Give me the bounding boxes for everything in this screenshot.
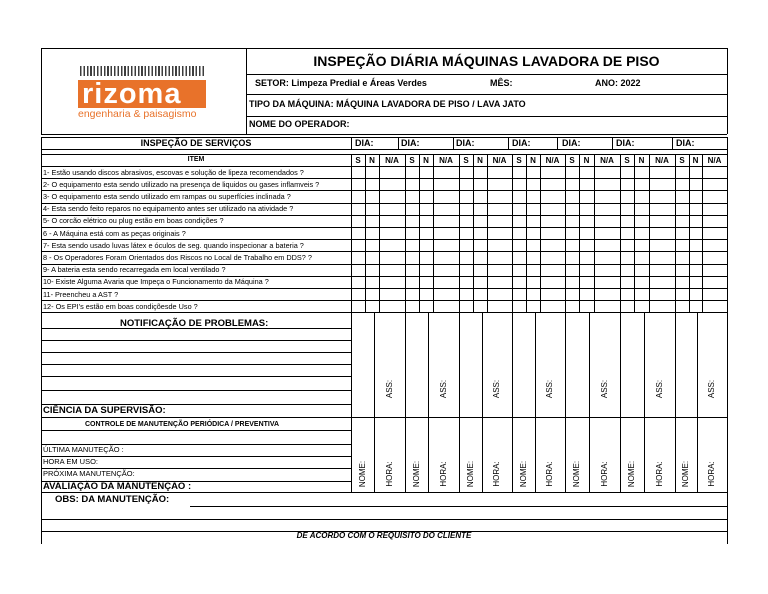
signature-divider xyxy=(351,417,405,418)
inspection-item-3: 3- O equipamento esta sendo utilizado em rampas ou superfícies inclinada ? xyxy=(43,191,291,201)
inspection-item-2: 2- O equipamento esta sendo utilizado na presença de liquidos ou gases inflamveis ? xyxy=(43,179,320,189)
item-column-header: ITEM xyxy=(187,156,205,163)
grid-line xyxy=(405,312,406,492)
answer-na-header-day-1: N/A xyxy=(385,156,399,165)
services-title: INSPEÇÃO DE SERVIÇOS xyxy=(140,138,252,148)
signature-ass-day-3[interactable]: ASS: xyxy=(492,379,501,399)
signature-ass-day-2[interactable]: ASS: xyxy=(438,379,448,399)
signature-divider xyxy=(675,417,727,418)
items-header-top-line xyxy=(41,154,727,155)
signature-nome-day-2[interactable]: NOME: xyxy=(411,460,421,488)
inspection-item-5: 5- O corcão elétrico ou plug estão em boas condições ? xyxy=(43,216,224,226)
grid-line xyxy=(351,137,352,149)
answer-s-header-day-2: S xyxy=(409,156,415,165)
grid-line xyxy=(589,312,590,492)
inspection-item-8: 8 - Os Operadores Foram Orientados dos Riscos no Local de Trabalho em DDS? ? xyxy=(43,252,312,262)
notes-line xyxy=(41,376,351,377)
answer-n-header-day-1: N xyxy=(369,156,375,165)
signature-hora-day-1[interactable]: HORA: xyxy=(384,461,394,487)
notes-line xyxy=(41,340,351,341)
day-4-field[interactable]: DIA: xyxy=(512,138,531,148)
services-bottom-line xyxy=(41,149,727,150)
grid-line xyxy=(557,137,558,149)
grid-line xyxy=(398,137,399,149)
form-right-border xyxy=(727,137,728,544)
supervision-acknowledgement-label: CIÊNCIA DA SUPERVISÃO: xyxy=(43,405,166,416)
notes-underline xyxy=(190,506,727,507)
signature-hora-day-6[interactable]: HORA: xyxy=(654,461,664,487)
grid-line xyxy=(620,312,621,492)
signature-hora-day-3[interactable]: HORA: xyxy=(492,461,501,487)
signature-nome-day-4[interactable]: NOME: xyxy=(518,460,528,488)
sector-label: SETOR: Limpeza Predial e Áreas Verdes xyxy=(255,78,427,88)
inspection-item-7: 7- Esta sendo usado luvas látex e óculos de seg. quando inspecionar a bateria ? xyxy=(43,240,304,250)
grid-line xyxy=(508,137,509,149)
inspection-item-9: 9- A bateria esta sendo recarregada em local ventilado ? xyxy=(43,265,226,275)
inspection-item-12: 12- Os EPI's estão em boas condiçõesde Uso ? xyxy=(43,301,198,311)
answer-n-header-day-5: N xyxy=(583,156,590,165)
notes-row-line xyxy=(41,519,727,520)
last-maintenance-field[interactable]: ÚLTIMA MANUTEÇÃO : xyxy=(43,445,124,454)
notes-line xyxy=(41,417,351,418)
month-label: MÊS: xyxy=(490,78,513,88)
form-title: INSPEÇÃO DIÁRIA MÁQUINAS LAVADORA DE PISO xyxy=(313,53,660,69)
grid-line xyxy=(675,312,676,492)
signature-hora-day-7[interactable]: HORA: xyxy=(707,461,716,487)
signature-divider xyxy=(459,417,512,418)
signature-divider xyxy=(620,417,675,418)
inspection-item-11: 11- Preencheu a AST ? xyxy=(43,289,119,299)
footer-requirement: DE ACORDO COM O REQUISITO DO CLIENTE xyxy=(296,531,472,540)
signature-nome-day-6[interactable]: NOME: xyxy=(627,460,636,488)
evaluation-line xyxy=(41,492,727,493)
grid-line xyxy=(428,312,429,492)
grid-line xyxy=(512,312,513,492)
day-5-field[interactable]: DIA: xyxy=(562,138,581,148)
grid-line xyxy=(374,312,375,492)
maintenance-evaluation-label: AVALIAÇÃO DA MANUTENÇAO : xyxy=(43,481,192,492)
signature-hora-day-2[interactable]: HORA: xyxy=(438,461,448,487)
year-label: ANO: 2022 xyxy=(595,78,641,88)
logo-tagline: engenharia & paisagismo xyxy=(78,108,197,120)
item-row-line xyxy=(41,288,727,289)
answer-n-header-day-4: N xyxy=(530,156,536,165)
signature-nome-day-1[interactable]: NOME: xyxy=(357,460,367,488)
grid-line xyxy=(612,137,613,149)
maintenance-control-title: CONTROLE DE MANUTENÇÃO PERIÓDICA / PREVENTIVA xyxy=(85,421,280,428)
signature-hora-day-5[interactable]: HORA: xyxy=(599,461,609,487)
signature-nome-day-7[interactable]: NOME: xyxy=(681,460,690,488)
signature-divider xyxy=(512,417,565,418)
inspection-item-4: 4- Esta sendo feito reparos no equipamento antes ser utilizado na atividade ? xyxy=(43,204,294,214)
signature-ass-day-1[interactable]: ASS: xyxy=(384,379,394,399)
signature-nome-day-5[interactable]: NOME: xyxy=(572,460,581,488)
item-row-line xyxy=(41,312,727,313)
signature-hora-day-4[interactable]: HORA: xyxy=(545,461,554,487)
day-6-field[interactable]: DIA: xyxy=(616,138,635,148)
signature-nome-day-3[interactable]: NOME: xyxy=(465,460,475,488)
item-row-line xyxy=(41,227,727,228)
answer-n-header-day-2: N xyxy=(423,156,429,165)
day-1-field[interactable]: DIA: xyxy=(355,138,374,148)
notes-right-border xyxy=(351,312,352,492)
problems-notification-title: NOTIFICAÇÃO DE PROBLEMAS: xyxy=(120,318,269,329)
signature-ass-day-7[interactable]: ASS: xyxy=(707,379,716,399)
grid-line xyxy=(459,312,460,492)
grid-line xyxy=(453,137,454,149)
notes-line xyxy=(41,364,351,365)
answer-n-header-day-3: N xyxy=(477,156,483,165)
answer-na-header-day-7: N/A xyxy=(707,156,722,165)
answer-s-header-day-5: S xyxy=(569,156,575,165)
signature-ass-day-6[interactable]: ASS: xyxy=(654,379,664,399)
answer-s-header-day-6: S xyxy=(624,156,630,165)
day-2-field[interactable]: DIA: xyxy=(401,138,420,148)
grid-line xyxy=(697,312,698,492)
signature-ass-day-5[interactable]: ASS: xyxy=(599,379,609,399)
answer-na-header-day-2: N/A xyxy=(439,156,453,165)
grid-line xyxy=(535,312,536,492)
notes-line xyxy=(41,390,351,391)
grid-line xyxy=(482,312,483,492)
notes-line xyxy=(41,352,351,353)
answer-n-header-day-7: N xyxy=(692,156,699,165)
next-maintenance-field[interactable]: PRÓXIMA MANUTENÇÃO: xyxy=(43,469,135,478)
notes-line xyxy=(41,430,351,431)
signature-ass-day-4[interactable]: ASS: xyxy=(545,379,554,399)
operator-name-field[interactable]: NOME DO OPERADOR: xyxy=(249,119,350,129)
day-7-field[interactable]: DIA: xyxy=(676,138,695,148)
day-3-field[interactable]: DIA: xyxy=(456,138,475,148)
inspection-item-10: 10- Existe Alguma Avaria que Impeça o Funcionamento da Máquina ? xyxy=(43,277,269,287)
answer-na-header-day-6: N/A xyxy=(655,156,669,165)
items-header-bottom-line xyxy=(41,166,727,167)
answer-n-header-day-6: N xyxy=(638,156,645,165)
answer-s-header-day-1: S xyxy=(355,156,361,165)
answer-s-header-day-4: S xyxy=(516,156,522,165)
inspection-item-6: 6 - A Máquina está com as peças originais ? xyxy=(43,228,186,238)
signature-divider xyxy=(405,417,459,418)
signature-divider xyxy=(565,417,620,418)
grid-line xyxy=(565,312,566,492)
answer-na-header-day-4: N/A xyxy=(545,156,560,165)
hours-in-use-field[interactable]: HORA EM USO: xyxy=(43,457,99,466)
inspection-item-1: 1- Estão usando discos abrasivos, escovas e solução de lipeza recomendados ? xyxy=(43,167,304,177)
maintenance-notes-label: OBS: DA MANUTENÇÃO: xyxy=(55,494,170,505)
answer-s-header-day-3: S xyxy=(463,156,469,165)
machine-type-label: TIPO DA MÁQUINA: MÁQUINA LAVADORA DE PISO / LAVA JATO xyxy=(249,99,526,109)
logo-barcode-stripes xyxy=(80,66,204,76)
grid-line xyxy=(672,137,673,149)
answer-na-header-day-5: N/A xyxy=(600,156,614,165)
answer-na-header-day-3: N/A xyxy=(492,156,507,165)
grid-line xyxy=(644,312,645,492)
answer-s-header-day-7: S xyxy=(679,156,685,165)
logo-wordmark: rizoma xyxy=(82,78,182,110)
